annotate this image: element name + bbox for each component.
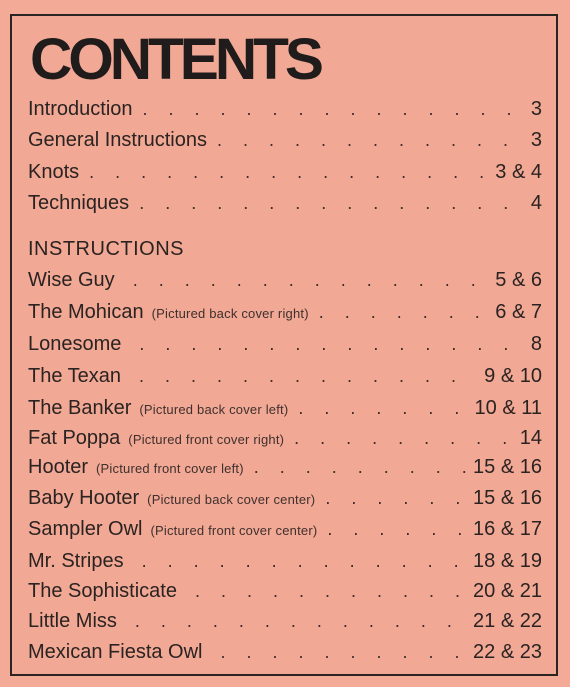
page-number: 18 & 19 [473,549,542,572]
dot-leaders [139,330,516,358]
page-number: 5 & 6 [495,268,542,291]
toc-row-techniques [28,189,542,217]
toc-title: The Texan [28,364,122,387]
toc-row-the-mohican [28,298,542,326]
toc-title: Little Miss [28,609,117,632]
toc-entry-label [28,427,284,450]
toc-row-little-miss [28,607,542,635]
toc-note: (Pictured front cover center) [150,522,318,538]
toc-note: (Pictured front cover right) [128,431,285,447]
page-number: 15 & 16 [473,455,542,478]
toc-note: (Pictured back cover left) [139,401,289,417]
toc-row-fat-poppa [28,424,542,452]
toc-row-knots [28,158,542,186]
page-number: 9 & 10 [484,364,542,387]
dot-leaders [89,158,489,186]
toc-note: (Pictured back cover right) [151,305,309,321]
toc-entry-label [28,550,132,573]
toc-note: (Pictured back cover center) [147,491,316,507]
toc-entry-label [28,641,211,664]
dot-leaders [221,638,468,666]
page-number: 4 [530,191,542,214]
toc-entry-label [28,580,185,603]
toc-entry-label [28,365,129,388]
page-title: CONTENTS [30,27,320,92]
toc-entry-label [28,487,315,510]
toc-row-mr-stripes [28,547,542,575]
dot-leaders [327,515,467,543]
toc-row-mexican-fiesta-owl [28,638,542,666]
toc-entry-label [28,192,129,215]
toc-title: Lonesome [28,332,122,355]
toc-entry-label [28,397,288,420]
dot-leaders [254,453,467,481]
toc-title: Techniques [28,191,130,214]
toc-title: Wise Guy [28,268,115,291]
page-number: 3 [530,97,542,120]
toc-title: The Sophisticate [28,579,177,602]
toc-title: The Mohican [28,300,144,323]
toc-note: (Pictured front cover left) [96,460,244,476]
page-number: 3 & 4 [495,160,542,183]
toc-row-wise-guy [28,266,542,294]
toc-row-general-instructions [28,126,542,154]
toc-row-introduction [28,95,542,123]
toc-title: Mr. Stripes [28,549,124,572]
page-number: 14 [519,426,542,449]
toc-title: General Instructions [28,128,207,151]
toc-row-the-sophisticate [28,577,542,605]
page-number: 6 & 7 [495,300,542,323]
toc-row-the-banker [28,394,542,422]
toc-title: Introduction [28,97,133,120]
dot-leaders [319,298,490,326]
toc-row-hooter [28,453,542,481]
toc-row-lonesome [28,330,542,358]
toc-entry-label [28,333,129,356]
dot-leaders [139,362,478,390]
dot-leaders [298,394,468,422]
toc-entry-label [28,269,123,292]
dot-leaders [135,607,467,635]
toc-row-sampler-owl [28,515,542,543]
toc-title: Baby Hooter [28,486,140,509]
page-number: 10 & 11 [474,396,542,419]
dot-leaders [133,266,490,294]
toc-entry-label [28,129,207,152]
toc-title: Fat Poppa [28,426,121,449]
dot-leaders [325,484,467,512]
toc-title: Hooter [28,455,89,478]
dot-leaders [294,424,514,452]
toc-title: Mexican Fiesta Owl [28,640,203,663]
page-number: 3 [530,128,542,151]
dot-leaders [143,95,516,123]
page-number: 21 & 22 [473,609,542,632]
toc-row-the-texan [28,362,542,390]
page-number: 22 & 23 [473,640,542,663]
page-number: 8 [530,332,542,355]
toc-entry-label [28,610,125,633]
dot-leaders [217,126,516,154]
page-number: 15 & 16 [473,486,542,509]
dot-leaders [142,547,467,575]
section-heading: INSTRUCTIONS [28,238,184,260]
toc-entry-label [28,301,309,324]
dot-leaders [195,577,467,605]
toc-entry-label [28,456,244,479]
dot-leaders [139,189,516,217]
toc-title: Knots [28,160,80,183]
toc-entry-label [28,98,133,121]
toc-entry-label [28,518,317,541]
toc-entry-label [28,161,79,184]
toc-title: The Banker [28,396,132,419]
page-number: 20 & 21 [473,579,542,602]
toc-title: Sampler Owl [28,517,143,540]
toc-row-baby-hooter [28,484,542,512]
page-number: 16 & 17 [473,517,542,540]
